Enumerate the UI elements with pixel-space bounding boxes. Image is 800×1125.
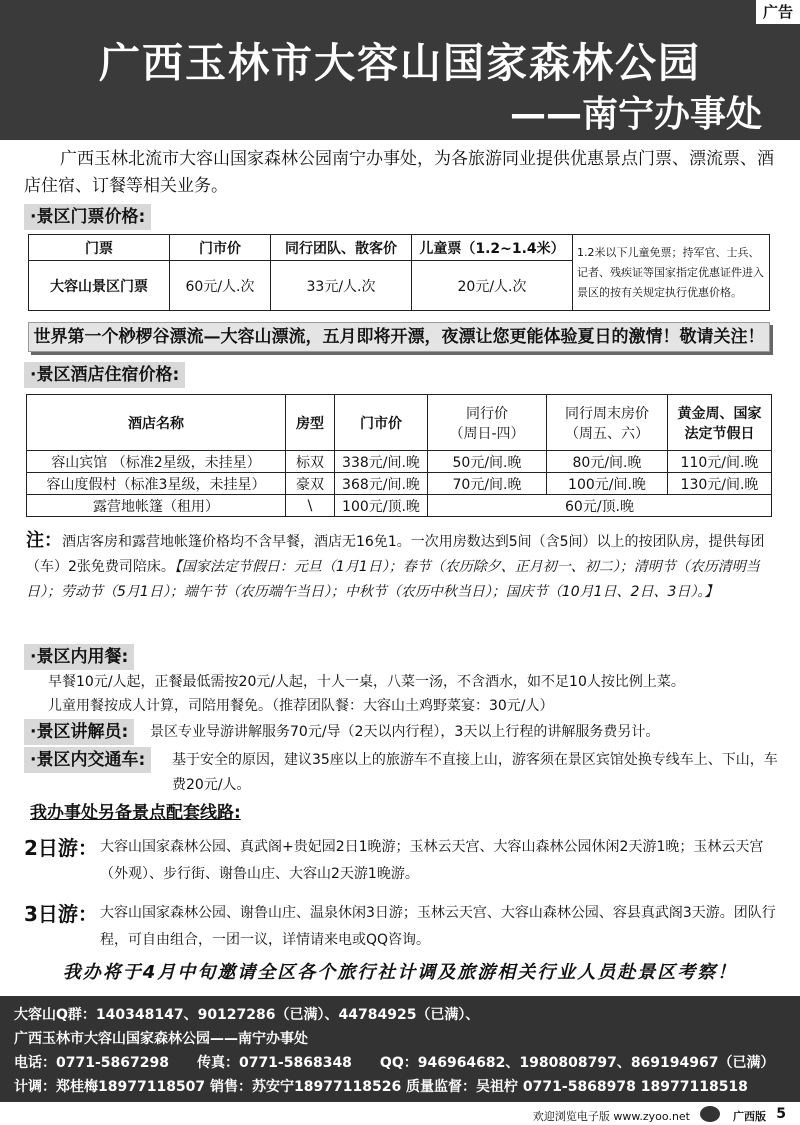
ticket-cell: 20元/人.次 <box>412 261 573 311</box>
hotel-cell: 70元/间.晚 <box>428 473 547 495</box>
ad-tag: 广告 <box>756 0 800 24</box>
note-block <box>26 528 778 605</box>
ticket-cell: 大容山景区门票 <box>29 261 170 311</box>
transport-text: 基于安全的原因，建议35座以上的旅游车不直接上山，游客须在景区宾馆处换专线车上、下山，车费20元/人。 <box>172 752 778 793</box>
hotel-cell: 130元/间.晚 <box>668 473 772 495</box>
hotel-header: 黄金周、国家 法定节假日 <box>668 395 772 451</box>
ticket-side-note: 1.2米以下儿童免票；持军官、士兵、记者、残疾证等国家指定优惠证件进入景区的按有关规定执行优惠价格。 <box>573 235 770 311</box>
ticket-header: 门市价 <box>170 235 271 261</box>
hotel-header: 酒店名称 <box>27 395 286 451</box>
hotel-header: 同行价 （周日-四） <box>428 395 547 451</box>
hotel-cell: 110元/间.晚 <box>668 451 772 473</box>
section-tickets: ·景区门票价格: <box>24 204 151 230</box>
page-title: 广西玉林市大容山国家森林公园 <box>99 39 701 87</box>
ticket-header: 同行团队、散客价 <box>271 235 412 261</box>
rafting-banner: 世界第一个桫椤谷漂流—大容山漂流，五月即将开漂，夜漂让您更能体验夏日的激情！敬请关注！ <box>28 322 770 352</box>
hotel-cell: 容山宾馆 （标准2星级，未挂星） <box>27 451 286 473</box>
note-text: 酒店客房和露营地帐篷价格均不含早餐，酒店无16免1。一次用房数达到5间（含5间）以上的按团队房，提供每团（车）2张免费司陪床。 <box>26 534 765 575</box>
table-row <box>27 451 772 473</box>
ticket-header: 儿童票（1.2~1.4米） <box>412 235 573 261</box>
hotel-cell: 338元/间.晚 <box>335 451 428 473</box>
invitation-line: 我办将于4月中旬邀请全区各个旅行社计调及旅游相关行业人员赴景区考察！ <box>62 962 738 983</box>
hotel-cell: 60元/顶.晚 <box>428 495 772 517</box>
header <box>0 0 800 140</box>
route-label: 3日游： <box>24 902 98 926</box>
hotel-cell: 50元/间.晚 <box>428 451 547 473</box>
hotel-cell: \ <box>286 495 335 517</box>
ticket-cell: 33元/人.次 <box>271 261 412 311</box>
guide-text: 景区专业导游讲解服务70元/导（2天以内行程），3天以上行程的讲解服务费另计。 <box>150 724 660 740</box>
holiday-list: 【国家法定节假日：元旦（1月1日）；春节（农历除夕、正月初一、初二）；清明节（农历清明当日）；劳动节（5月1日）；端午节（农历端午当日）；中秋节（农历中秋当日）；国庆节（10月1日、2日、3日）。】 <box>26 559 760 600</box>
hotel-table <box>26 394 772 517</box>
qq-groups: 大容山Q群：140348147、90127286（已满）、44784925（已满）、 <box>14 1007 480 1023</box>
ticket-header: 门票 <box>29 235 170 261</box>
ticket-table <box>28 234 770 311</box>
route-text: 大容山国家森林公园、真武阁+贵妃园2日1晚游；玉林云天宫、大容山森林公园休闲2天游1晚；玉林云天宫（外观）、步行街、谢鲁山庄、大容山2天游1晚游。 <box>100 839 764 882</box>
brand-label: 广西版 <box>733 1110 766 1123</box>
page-subtitle: ——南宁办事处 <box>509 94 762 135</box>
hotel-cell: 100元/顶.晚 <box>335 495 428 517</box>
hotel-header: 同行周末房价 （周五、六） <box>547 395 668 451</box>
route-label: 2日游： <box>24 836 98 860</box>
intro-paragraph: 广西玉林北流市大容山国家森林公园南宁办事处，为各旅游同业提供优惠景点门票、漂流票、酒店住宿、订餐等相关业务。 <box>24 149 774 196</box>
section-routes: 我办事处另备景点配套线路: <box>30 803 241 823</box>
website-text: 欢迎浏览电子版 www.zyoo.net <box>532 1110 690 1123</box>
hotel-cell: 标双 <box>286 451 335 473</box>
hotel-cell: 豪双 <box>286 473 335 495</box>
table-row <box>27 495 772 517</box>
page-bottom-bar <box>0 1104 800 1125</box>
section-meals: ·景区内用餐: <box>24 644 134 670</box>
hotel-cell: 80元/间.晚 <box>547 451 668 473</box>
page-number: 5 <box>776 1106 786 1122</box>
meals-line: 早餐10元/人起，正餐最低需按20元/人起，十人一桌，八菜一汤，不含酒水，如不足10人按比例上菜。 <box>48 674 685 690</box>
hotel-header: 门市价 <box>335 395 428 451</box>
contact-staff: 计调：郑桂梅18977118507 销售：苏安宁18977118526 质量监督：吴祖柠 0771-5868978 18977118518 <box>14 1079 748 1095</box>
contact-footer <box>0 996 800 1102</box>
hotel-cell: 100元/间.晚 <box>547 473 668 495</box>
meals-line: 儿童用餐按成人计算，司陪用餐免。（推荐团队餐：大容山土鸡野菜宴：30元/人） <box>48 698 554 714</box>
hotel-cell: 露营地帐篷（租用） <box>27 495 286 517</box>
brand-logo-icon <box>700 1106 720 1122</box>
section-hotels: ·景区酒店住宿价格: <box>24 362 185 388</box>
office-name: 广西玉林市大容山国家森林公园——南宁办事处 <box>14 1031 308 1047</box>
note-label: 注： <box>26 530 62 551</box>
table-row <box>27 473 772 495</box>
ticket-cell: 60元/人.次 <box>170 261 271 311</box>
hotel-header: 房型 <box>286 395 335 451</box>
route-text: 大容山国家森林公园、谢鲁山庄、温泉休闲3日游；玉林云天宫、大容山森林公园、容县真武阁3天游。团队行程，可自由组合，一团一议，详情请来电或QQ咨询。 <box>100 905 776 948</box>
contact-phones: 电话：0771-5867298 传真：0771-5868348 QQ：946964682、1980808797、869194967（已满） <box>14 1055 775 1071</box>
hotel-cell: 容山度假村（标准3星级，未挂星） <box>27 473 286 495</box>
section-transport: ·景区内交通车: <box>24 747 151 773</box>
hotel-cell: 368元/间.晚 <box>335 473 428 495</box>
section-guide: ·景区讲解员: <box>24 719 134 745</box>
